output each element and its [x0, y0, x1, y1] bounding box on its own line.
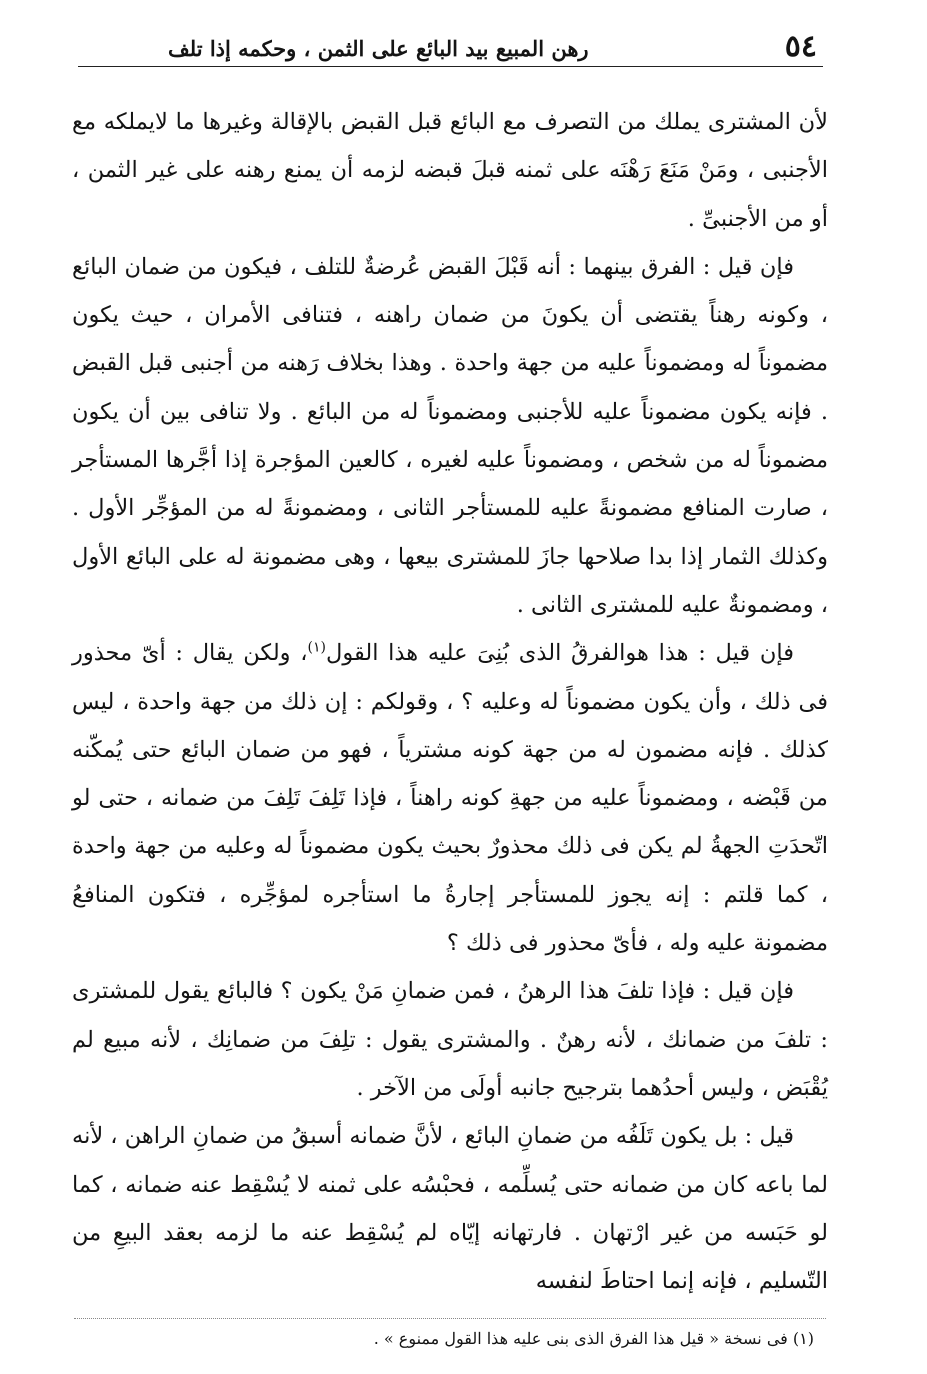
footnote-divider [74, 1318, 826, 1319]
page-header [78, 26, 823, 67]
page-body [72, 98, 828, 1305]
paragraph-2: فإن قيل : الفرق بينهما : أنه قَبْلَ القبض عُرضةٌ للتلف ، فيكون من ضمان البائع ، وكونه رهناً يقتضى أن يكونَ من ضمان راهنه ، فتنافى الأمران ، حيث يكون مضموناً له ومضموناً عليه من جهة واحدة . وهذا بخلاف رَهنه من أجنبى قبل القبض . فإنه يكون مضموناً عليه للأجنبى ومضموناً له من البائع . ولا تنافى بين أن يكون مضموناً له من شخص ، ومضموناً عليه لغيره ، كالعين المؤجرة إذا أجَّرها المستأجر ، صارت المنافع مضمونةً عليه للمستأجر الثانى ، ومضمونةً له من المؤجِّر الأول . وكذلك الثمار إذا بدا صلاحها جازَ للمشترى بيعها ، وهى مضمونة له على البائع الأول ، ومضمونةٌ عليه للمشترى الثانى . [72, 253, 828, 618]
paragraph-3-text-before: فإن قيل : هذا هوالفرقُ الذى بُنِىَ عليه هذا القول [326, 640, 794, 667]
running-title: رهن المبيع بيد البائع على الثمن ، وحكمه إذا تلف [168, 36, 589, 61]
paragraph-3-text-after: ، ولكن يقال : أىّ محذور فى ذلك ، وأن يكون مضموناً له وعليه ؟ ، وقولكم : إن ذلك من جهة واحدة ، ليس كذلك . فإنه مضمون له من جهة كونه مشترياً ، فهو من ضمان البائع حتى يُمكّنه من قَبْضه ، ومضموناً عليه من جهةِ كونه راهناً ، فإذا تَلِفَ تَلِفَ من ضمانه ، حتى لو اتّحدَتِ الجهةُ لم يكن فى ذلك محذورٌ بحيث يكون مضموناً له وعليه من جهة واحدة ، كما قلتم : إنه يجوز للمستأجر إجارةُ ما استأجره لمؤجِّره ، فتكون المنافعُ مضمونة عليه وله ، فأىّ محذور فى ذلك ؟ [72, 640, 828, 957]
paragraph-3 [72, 629, 828, 967]
footnote: (١) فى نسخة « قيل هذا الفرق الذى بنى عليه هذا القول ممنوع » . [373, 1329, 814, 1348]
page-number: ٥٤ [784, 29, 817, 64]
paragraph-5: قيل : بل يكون تَلَفُه من ضمانِ البائع ، لأنَّ ضمانه أسبقُ من ضمانِ الراهن ، لأنه لما باعه كان من ضمانه حتى يُسلِّمه ، فحبْسُه على ثمنه لا يُسْقِط عنه ضمانه ، كما لو حَبَسه من غير ارْتهان . فارتهانه إيّاه لم يُسْقِط عنه ما لزمه بعقد البيعِ من التّسليم ، فإنه إنما احتاطَ لنفسه [72, 1123, 828, 1295]
paragraph-1: لأن المشترى يملك من التصرف مع البائع قبل القبض بالإقالة وغيرها ما لايملكه مع الأجنبى ، ومَنْ مَنَعَ رَهْنَه على ثمنه قبلَ قبضه لزمه أن يمنع رهنه على غير الثمن ، أو من الأجنبىِّ . [72, 109, 828, 232]
footnote-reference: (١) [307, 639, 326, 656]
paragraph-4: فإن قيل : فإذا تلفَ هذا الرهنُ ، فمن ضمانِ مَنْ يكون ؟ فالبائع يقول للمشترى : تلفَ من ضمانك ، لأنه رهنٌ . والمشترى يقول : تلِفَ من ضمانِك ، لأنه مبيع لم يُقْبَض ، وليس أحدُهما بترجيح جانبه أولَى من الآخر . [72, 978, 828, 1101]
